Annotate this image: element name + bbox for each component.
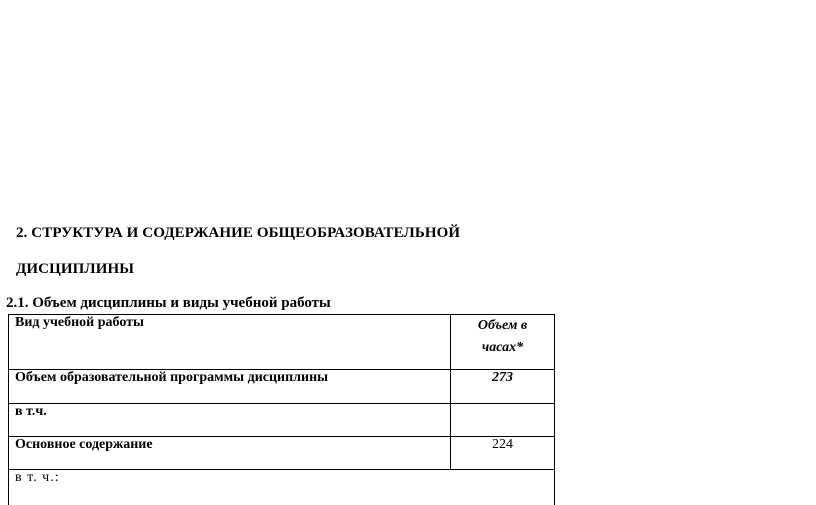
header-hours-line1: Объем в (477, 318, 528, 333)
row-label-program-volume: Объем образовательной программы дисциплины (9, 370, 451, 404)
row-value-main-content: 224 (451, 437, 555, 470)
table-row (9, 404, 555, 437)
header-hours (451, 315, 555, 370)
row-label-main-content: Основное содержание (9, 437, 451, 470)
workload-table (8, 314, 555, 505)
header-hours-line2: часах* (481, 340, 524, 355)
header-work-type: Вид учебной работы (9, 315, 451, 370)
row-label-including-sub: в т. ч.: (9, 470, 555, 505)
row-value-program-volume: 273 (451, 370, 555, 404)
subsection-title: 2.1. Объем дисциплины и виды учебной работы (6, 295, 331, 311)
section-title-line1: 2. СТРУКТУРА И СОДЕРЖАНИЕ ОБЩЕОБРАЗОВАТЕЛЬНОЙ (16, 225, 461, 241)
row-value-including (451, 404, 555, 437)
table-row (9, 437, 555, 470)
table-row (9, 370, 555, 404)
section-title-line2: ДИСЦИПЛИНЫ (16, 261, 135, 277)
row-label-including: в т.ч. (9, 404, 451, 437)
table-header-row (9, 315, 555, 370)
table-row (9, 470, 555, 505)
